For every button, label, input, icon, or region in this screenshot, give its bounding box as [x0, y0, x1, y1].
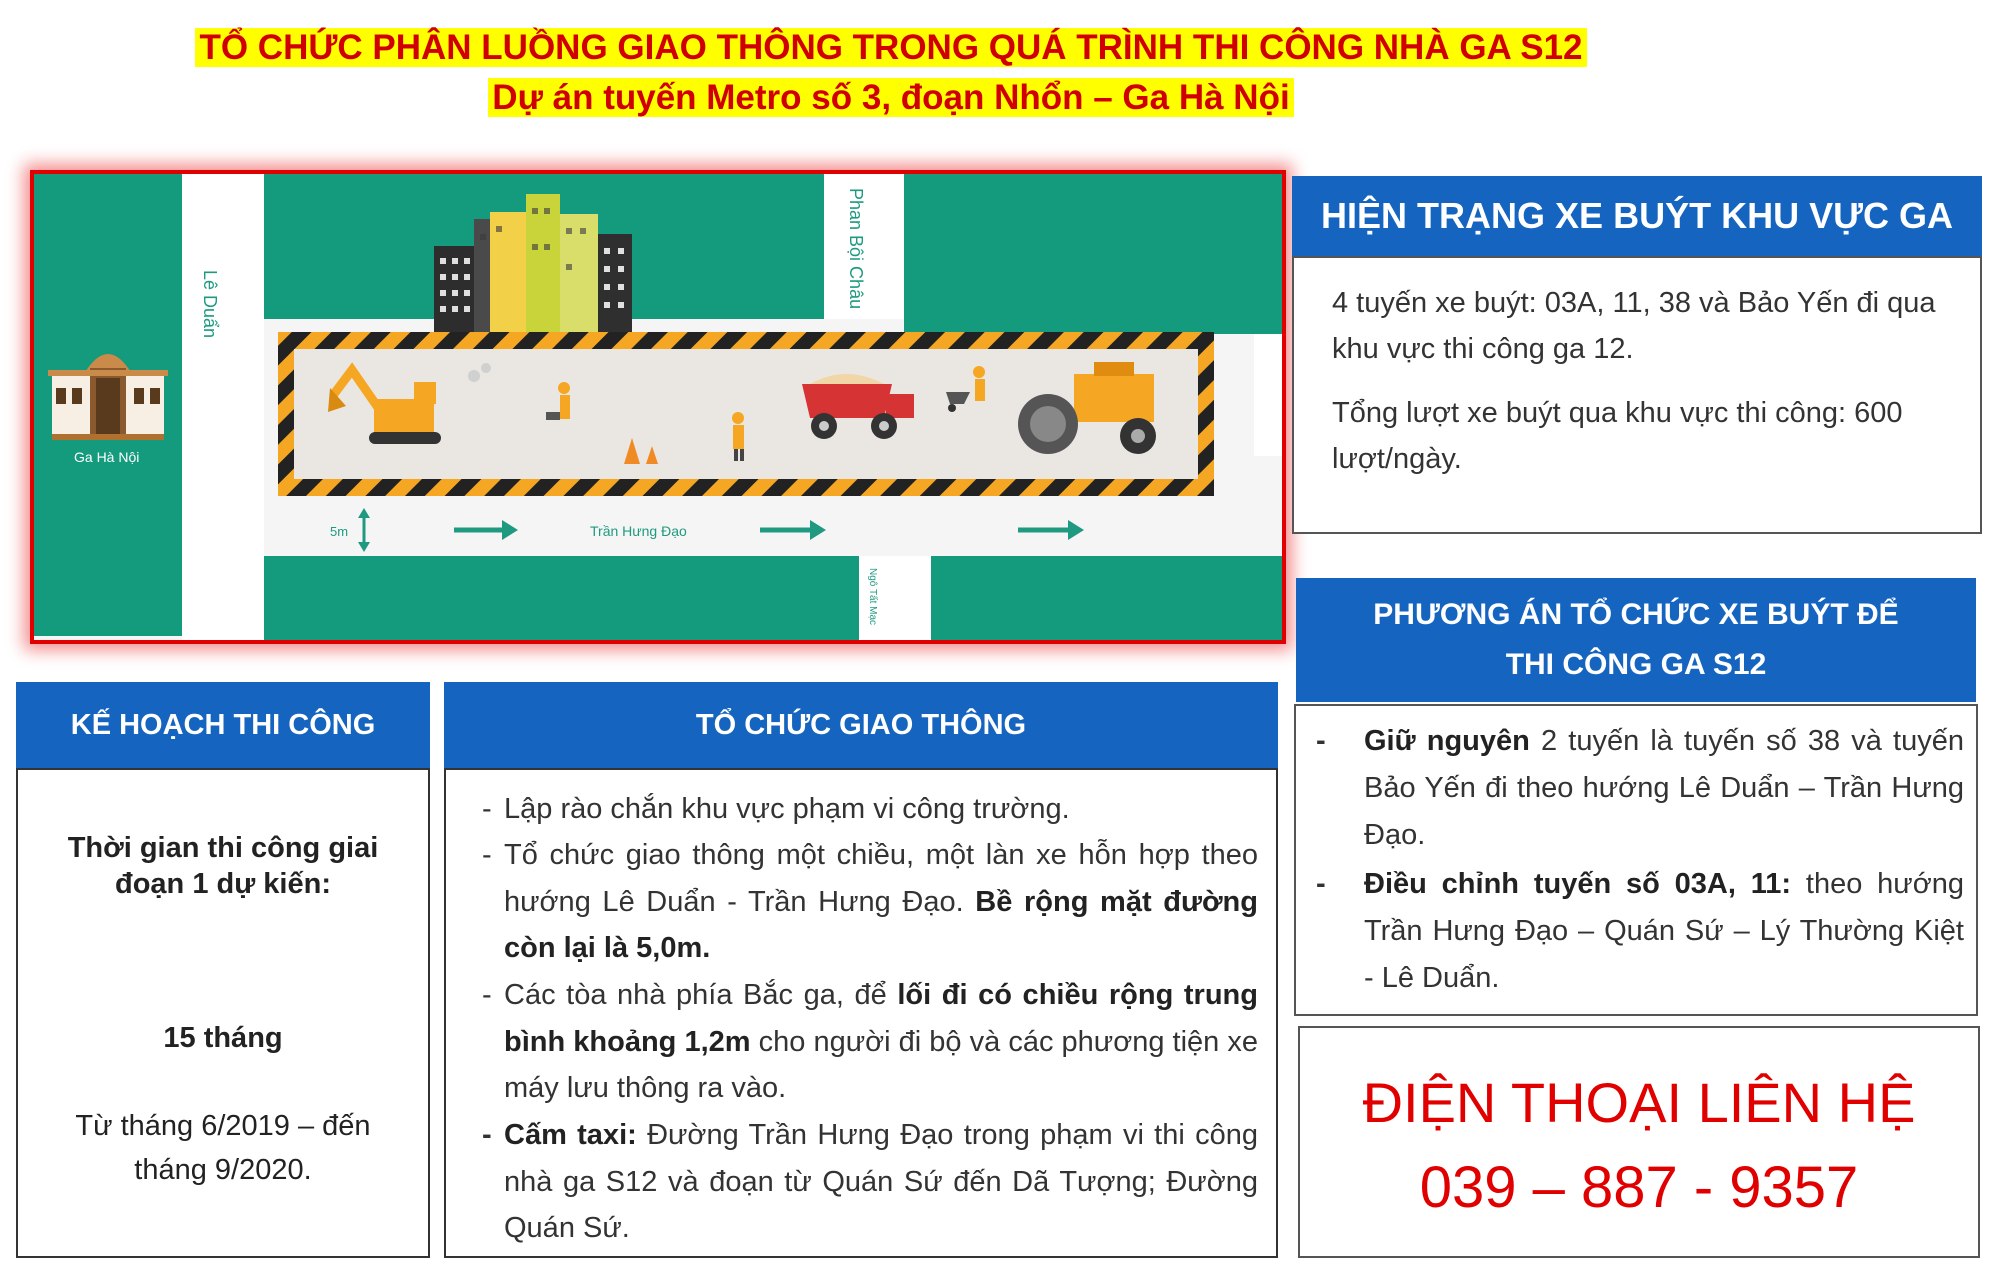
traffic-road-width: Bề rộng mặt đường còn lại là 5,0m. [504, 885, 1258, 964]
traffic-panel [444, 768, 1278, 1258]
bus-plan-item-keep-bold: Giữ nguyên [1364, 725, 1530, 757]
bus-plan-item-keep-text: 2 tuyến là tuyến số 38 và tuyến Bảo Yến đi theo hướng Lê Duẩn – Trần Hưng Đạo. [1364, 725, 1964, 851]
contact-phone[interactable]: 039 – 887 - 9357 [1419, 1155, 1859, 1220]
traffic-header: TỔ CHỨC GIAO THÔNG [444, 682, 1278, 768]
bus-plan-item-adjust-text: theo hướng Trần Hưng Đạo – Quán Sứ – Lý Thường Kiệt - Lê Duẩn. [1364, 868, 1964, 994]
street-tran-hung-dao-label: Trần Hưng Đạo [590, 523, 687, 539]
schedule-phase-line1: Thời gian thi công giai [67, 832, 379, 864]
bus-plan-item-adjust-bold: Điều chỉnh tuyến số 03A, 11: [1364, 868, 1792, 900]
street-phan-boi-chau-label: Phan Bội Châu [846, 188, 866, 310]
traffic-item-taxi-ban: - Cấm taxi: Đường Trần Hưng Đạo trong phạm vi thi công nhà ga S12 và đoạn từ Quán Sứ đến Dã Tượng; Đường Quán Sứ. [482, 1119, 1258, 1244]
bus-plan-header [1296, 578, 1976, 702]
schedule-duration: 15 tháng [163, 1022, 283, 1054]
traffic-taxi-ban-label: Cấm taxi: [504, 1119, 637, 1151]
contact-label: ĐIỆN THOẠI LIÊN HỆ [1362, 1071, 1916, 1134]
street-ngo-tat-mac-label: Ngô Tất Mạc [867, 568, 878, 626]
sub-title: Dự án tuyến Metro số 3, đoạn Nhổn – Ga Hà Nội [0, 78, 1782, 118]
traffic-item-walkway: - Các tòa nhà phía Bắc ga, để lối đi có chiều rộng trung bình khoảng 1,2m cho người đi bộ và các phương tiện xe máy lưu thông ra vào. [482, 979, 1258, 1104]
street-le-duan-label: Lê Duẩn [200, 270, 220, 339]
schedule-range-line1: Từ tháng 6/2019 – đến [75, 1110, 371, 1142]
bus-plan-header-line2: THI CÔNG GA S12 [1505, 648, 1767, 681]
main-title: TỔ CHỨC PHÂN LUỒNG GIAO THÔNG TRONG QUÁ TRÌNH THI CÔNG NHÀ GA S12 [0, 28, 1782, 68]
schedule-header: KẾ HOẠCH THI CÔNG [16, 682, 430, 768]
bus-trips-text: Tổng lượt xe buýt qua khu vực thi công: 600 lượt/ngày. [1332, 397, 1903, 475]
bus-status-header: HIỆN TRẠNG XE BUÝT KHU VỰC GA [1292, 176, 1982, 256]
station-label: Ga Hà Nội [74, 449, 140, 465]
bus-routes-text: 4 tuyến xe buýt: 03A, 11, 38 và Bảo Yến đi qua khu vực thi công ga 12. [1332, 287, 1936, 365]
traffic-walkway-width: lối đi có chiều rộng trung bình khoảng 1,2m [504, 979, 1258, 1058]
bus-plan-panel [1294, 704, 1978, 1016]
schedule-phase-line2: đoạn 1 dự kiến: [115, 868, 331, 900]
bus-plan-header-line1: PHƯƠNG ÁN TỔ CHỨC XE BUÝT ĐỂ [1373, 598, 1899, 631]
contact-panel [1298, 1026, 1980, 1258]
bus-plan-item-adjust: - Điều chỉnh tuyến số 03A, 11: theo hướng Trần Hưng Đạo – Quán Sứ – Lý Thường Kiệt - Lê Duẩn. [1316, 868, 1964, 994]
schedule-panel [16, 768, 430, 1258]
traffic-item-barrier: - Lập rào chắn khu vực phạm vi công trường. [482, 793, 1070, 825]
traffic-item-one-way: - Tổ chức giao thông một chiều, một làn xe hỗn hợp theo hướng Lê Duẩn - Trần Hưng Đạo. Bề rộng mặt đường còn lại là 5,0m. [482, 839, 1258, 964]
bus-plan-item-keep: - Giữ nguyên 2 tuyến là tuyến số 38 và tuyến Bảo Yến đi theo hướng Lê Duẩn – Trần Hưng Đạo. [1316, 725, 1964, 851]
bus-status-panel [1292, 256, 1982, 534]
width-label: 5m [330, 524, 349, 539]
construction-map [30, 170, 1286, 644]
schedule-range-line2: tháng 9/2020. [134, 1154, 312, 1186]
